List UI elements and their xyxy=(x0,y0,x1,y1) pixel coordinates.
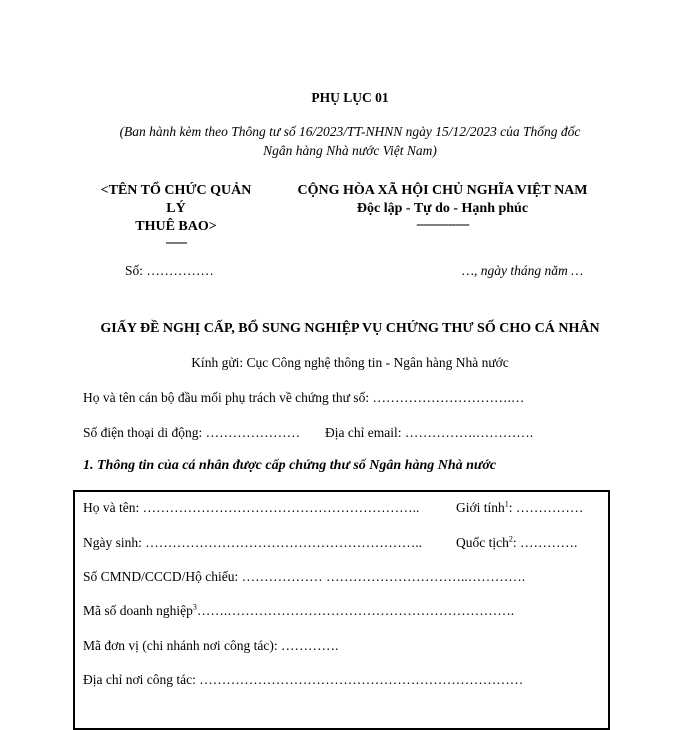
field-gender: Giới tính$^1$: …………… xyxy=(456,499,584,515)
section1-title: 1. Thông tin của cá nhân được cấp chứng thư số Ngân hàng Nhà nước xyxy=(83,458,497,473)
org-name-line3: THUÊ BAO> xyxy=(135,219,217,234)
recipient: Kính gửi: Cục Công nghệ thông tin - Ngân hàng Nhà nước xyxy=(191,355,509,370)
field-unit-code: Mã đơn vị (chi nhánh nơi công tác): …………. xyxy=(83,638,339,653)
field-enterprise-code: Mã số doanh nghiệp$^3$…….………………………………………………………. xyxy=(83,602,515,618)
org-dash: ------ xyxy=(165,234,187,249)
field-work-address: Địa chỉ nơi công tác: ……………………………………………………………… xyxy=(83,672,524,687)
email-label: Địa chỉ email: …………….…………. xyxy=(325,425,534,440)
field-dob: Ngày sinh: …………………………………………………….. xyxy=(83,535,422,550)
form-title: GIẤY ĐỀ NGHỊ CẤP, BỔ SUNG NGHIỆP VỤ CHỨNG THƯ SỐ CHO CÁ NHÂN xyxy=(100,321,600,336)
field-fullname: Họ và tên: …………………………………………………….. xyxy=(83,500,420,515)
field-nationality: Quốc tịch$^2$: …………. xyxy=(456,534,578,550)
doc-number: Số: …………… xyxy=(125,263,214,278)
officer-line: Họ và tên cán bộ đầu mối phụ trách về chứng thư số: ………………………….… xyxy=(83,390,525,405)
appendix-note-line1: (Ban hành kèm theo Thông tư số 16/2023/TT-NHNN ngày 15/12/2023 của Thống đốc xyxy=(119,124,581,139)
org-name-line1: <TÊN TỔ CHỨC QUẢN xyxy=(100,183,252,198)
date-line: …, ngày tháng năm … xyxy=(462,263,584,278)
org-name-line2: LÝ xyxy=(166,201,186,216)
appendix-note-line2: Ngân hàng Nhà nước Việt Nam) xyxy=(263,143,437,158)
phone-label: Số điện thoại di động: ………………… xyxy=(83,425,301,440)
nation-title: CỘNG HÒA XÃ HỘI CHỦ NGHĨA VIỆT NAM xyxy=(297,183,588,198)
field-id-document: Số CMND/CCCD/Hộ chiếu: ……………… …………………………..…………. xyxy=(83,569,526,584)
appendix-title: PHỤ LỤC 01 xyxy=(311,90,389,105)
motto: Độc lập - Tự do - Hạnh phúc xyxy=(356,201,529,216)
motto-dash: --------------- xyxy=(416,216,469,231)
